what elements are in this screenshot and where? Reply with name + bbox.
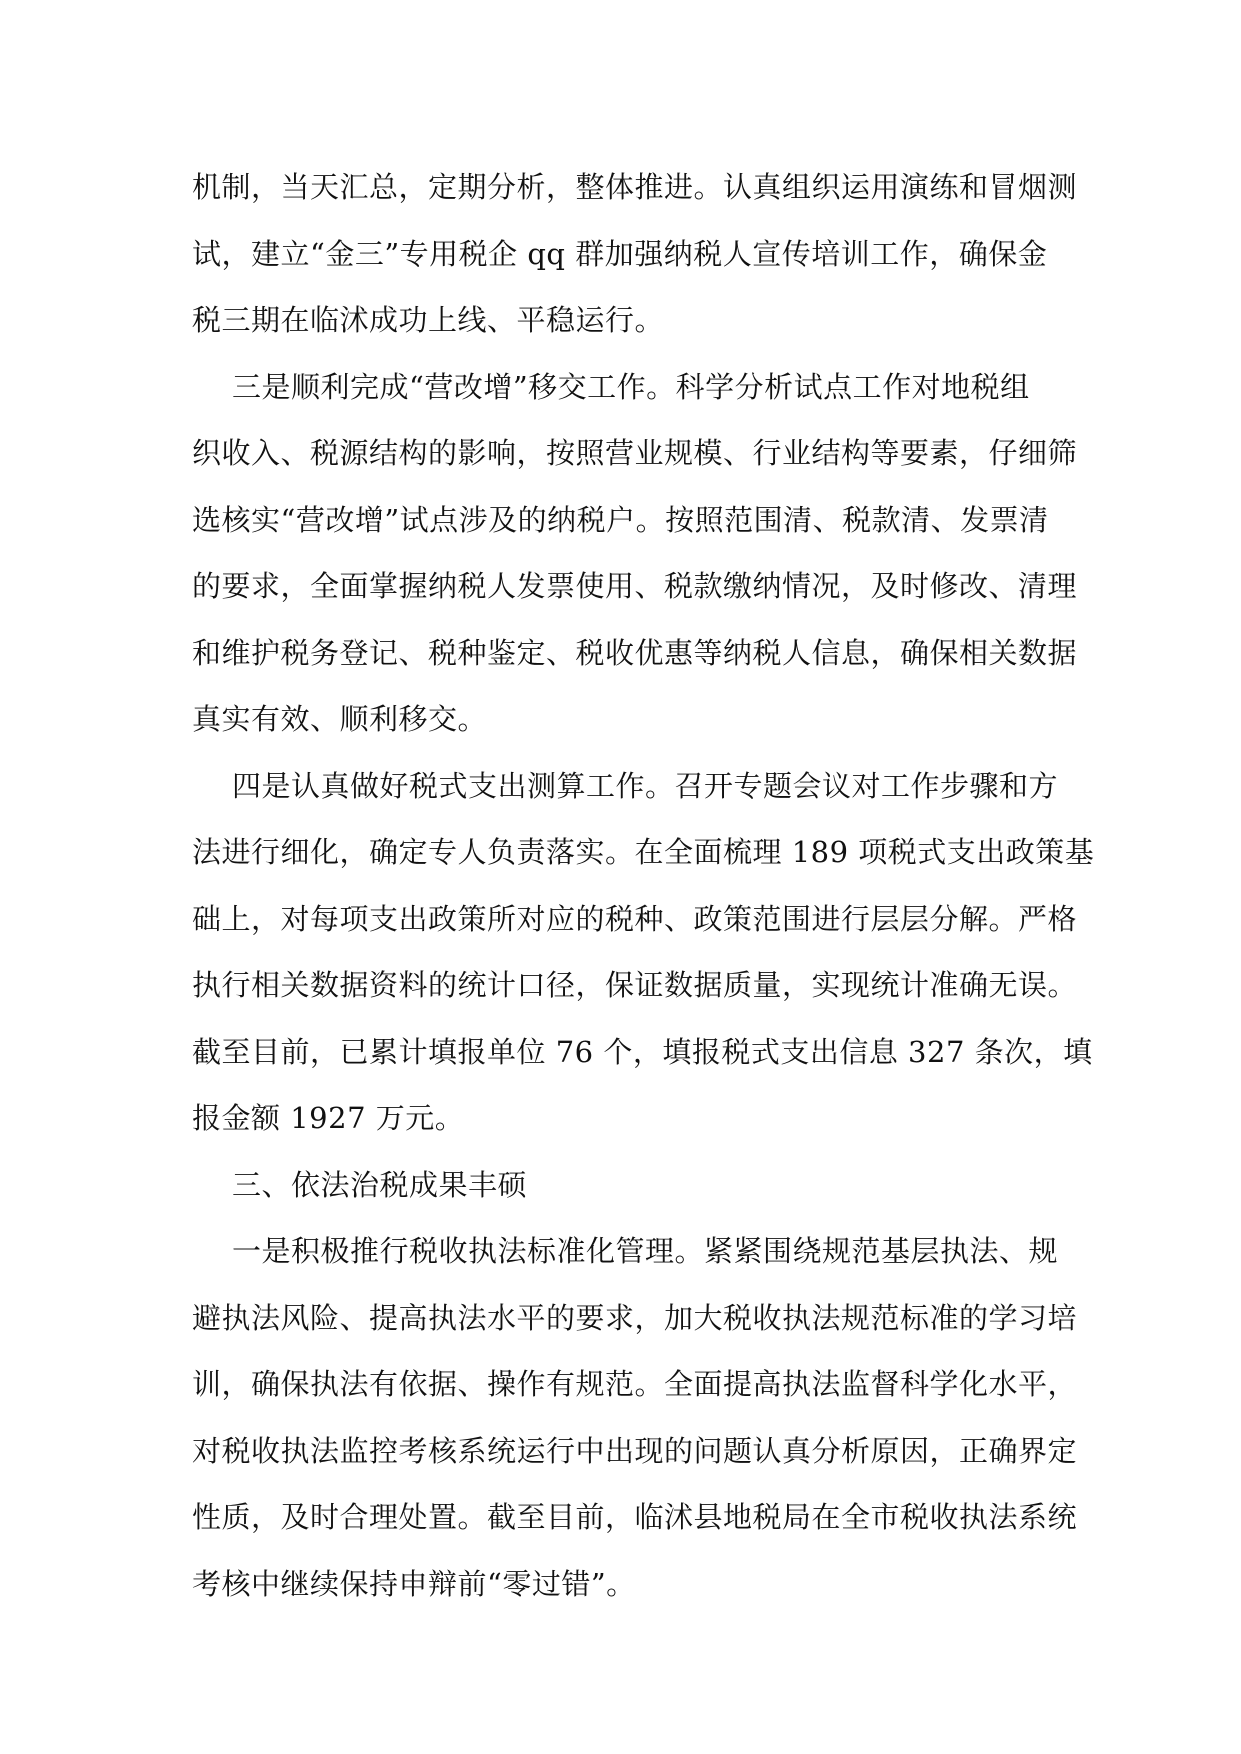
text-line: 真实有效、顺利移交。: [192, 702, 488, 736]
text-line: 试，建立“金三”专用税企 qq 群加强纳税人宣传培训工作，确保金: [192, 236, 1048, 271]
text-line: 考核中继续保持申辩前“零过错”。: [192, 1566, 636, 1601]
text-line: 和维护税务登记、税种鉴定、税收优惠等纳税人信息，确保相关数据: [192, 635, 1078, 670]
text-line: 的要求，全面掌握纳税人发票使用、税款缴纳情况，及时修改、清理: [192, 569, 1078, 603]
section-heading: 三、依法治税成果丰硕: [232, 1167, 528, 1202]
text-line: 法进行细化，确定专人负责落实。在全面梳理 189 项税式支出政策基: [192, 835, 1095, 869]
text-line: 机制，当天汇总，定期分析，整体推进。认真组织运用演练和冒烟测: [192, 170, 1078, 204]
paragraph-first-line: 三是顺利完成“营改增”移交工作。科学分析试点工作对地税组: [232, 369, 1030, 404]
text-line: 对税收执法监控考核系统运行中出现的问题认真分析原因，正确界定: [192, 1433, 1078, 1468]
text-line: 避执法风险、提高执法水平的要求，加大税收执法规范标准的学习培: [192, 1300, 1078, 1335]
paragraph-first-line: 四是认真做好税式支出测算工作。召开专题会议对工作步骤和方: [232, 768, 1059, 803]
text-line: 税三期在临沭成功上线、平稳运行。: [192, 303, 665, 337]
text-line: 截至目前，已累计填报单位 76 个，填报税式支出信息 327 条次，填: [192, 1034, 1093, 1069]
text-line: 性质，及时合理处置。截至目前，临沭县地税局在全市税收执法系统: [192, 1500, 1078, 1534]
text-line: 织收入、税源结构的影响，按照营业规模、行业结构等要素，仔细筛: [192, 436, 1078, 470]
text-line: 报金额 1927 万元。: [192, 1101, 465, 1135]
paragraph-first-line: 一是积极推行税收执法标准化管理。紧紧围绕规范基层执法、规: [232, 1234, 1059, 1268]
text-line: 训，确保执法有依据、操作有规范。全面提高执法监督科学化水平，: [192, 1367, 1078, 1401]
text-line: 选核实“营改增”试点涉及的纳税户。按照范围清、税款清、发票清: [192, 502, 1049, 537]
text-line: 执行相关数据资料的统计口径，保证数据质量，实现统计准确无误。: [192, 968, 1078, 1002]
document-body: [192, 154, 1095, 1617]
text-line: 础上，对每项支出政策所对应的税种、政策范围进行层层分解。严格: [192, 901, 1078, 936]
